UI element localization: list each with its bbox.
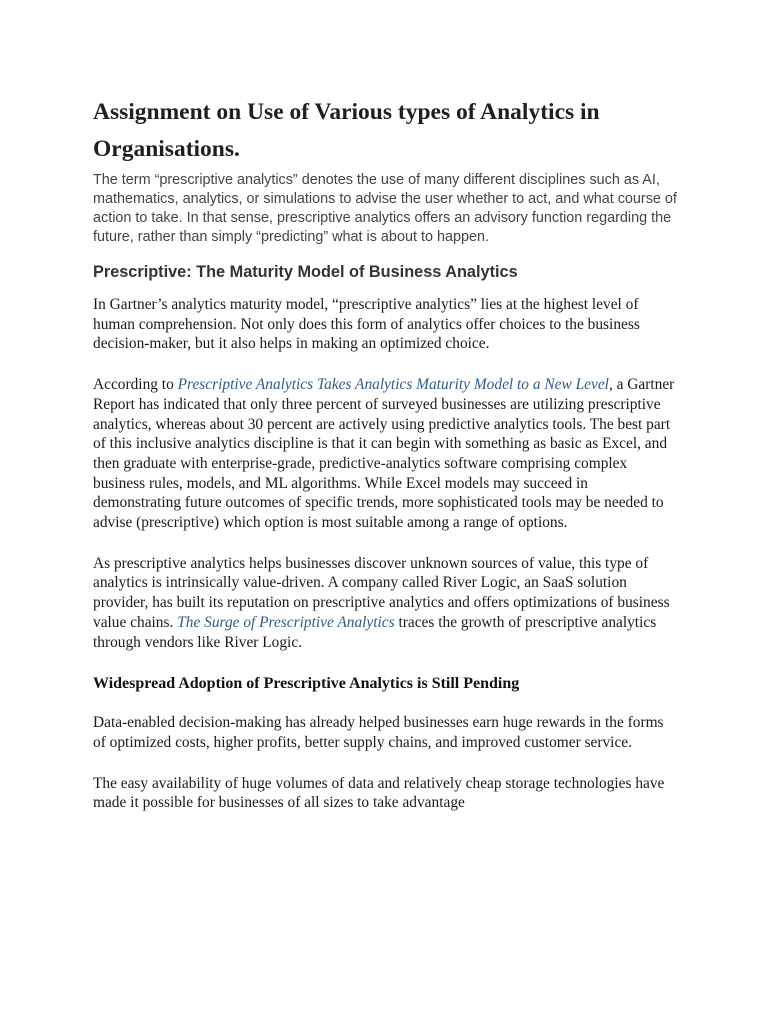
link-surge-of-prescriptive-analytics[interactable]: The Surge of Prescriptive Analytics — [177, 613, 395, 631]
paragraph-gartner-report — [93, 375, 678, 533]
intro-paragraph: The term “prescriptive analytics” denotes the use of many different disciplines such as AI, mathematics, analytics, or simulations to advise the user whether to act, and what course of action to take. In that sense, prescriptive analytics offers an advisory function regarding the future, rather than simply “predicting” what is about to happen. — [93, 172, 677, 245]
paragraph-gartner-model: In Gartner’s analytics maturity model, “prescriptive analytics” lies at the highest level of human comprehension. Not only does this form of analytics offer choices to the business decision-maker, but it also helps in making an optimized choice. — [93, 296, 640, 353]
paragraph-text: According to — [93, 376, 178, 394]
link-prescriptive-analytics-maturity[interactable]: Prescriptive Analytics Takes Analytics Maturity Model to a New Level — [177, 376, 609, 394]
section-heading-maturity-model: Prescriptive: The Maturity Model of Business Analytics — [93, 263, 518, 281]
paragraph-text: traces the growth of prescriptive analytics through vendors like River Logic. — [93, 613, 657, 651]
paragraph-river-logic — [93, 554, 678, 653]
document-page — [93, 94, 678, 834]
paragraph-data-availability: The easy availability of huge volumes of data and relatively cheap storage technologies have made it possible for businesses of all sizes to take advantage — [93, 774, 665, 812]
paragraph-data-enabled: Data-enabled decision-making has already helped businesses earn huge rewards in the forms of optimized costs, higher profits, better supply chains, and improved customer service. — [93, 714, 664, 751]
paragraph-text: , a Gartner Report has indicated that only three percent of surveyed businesses are utilizing prescriptive analytics, whereas about 30 percent are actively using predictive analytics tools. The best part of this inclusive analytics discipline is that it can begin with something as basic as Excel, and then graduate with enterprise-grade, predictive-analytics software comprising complex business rules, models, and ML algorithms. While Excel models may succeed in demonstrating future outcomes of specific trends, more sophisticated tools may be needed to advise (prescriptive) which option is most suitable among a range of options. — [93, 376, 675, 532]
section-heading-adoption: Widespread Adoption of Prescriptive Analytics is Still Pending — [93, 675, 520, 693]
paragraph-text: As prescriptive analytics helps businesses discover unknown sources of value, this type of analytics is intrinsically value-driven. A company called River Logic, an SaaS solution provider, has built its reputation on prescriptive analytics and offers optimizations of business value chains. — [93, 554, 670, 631]
document-title: Assignment on Use of Various types of Analytics in Organisations. — [93, 99, 600, 162]
